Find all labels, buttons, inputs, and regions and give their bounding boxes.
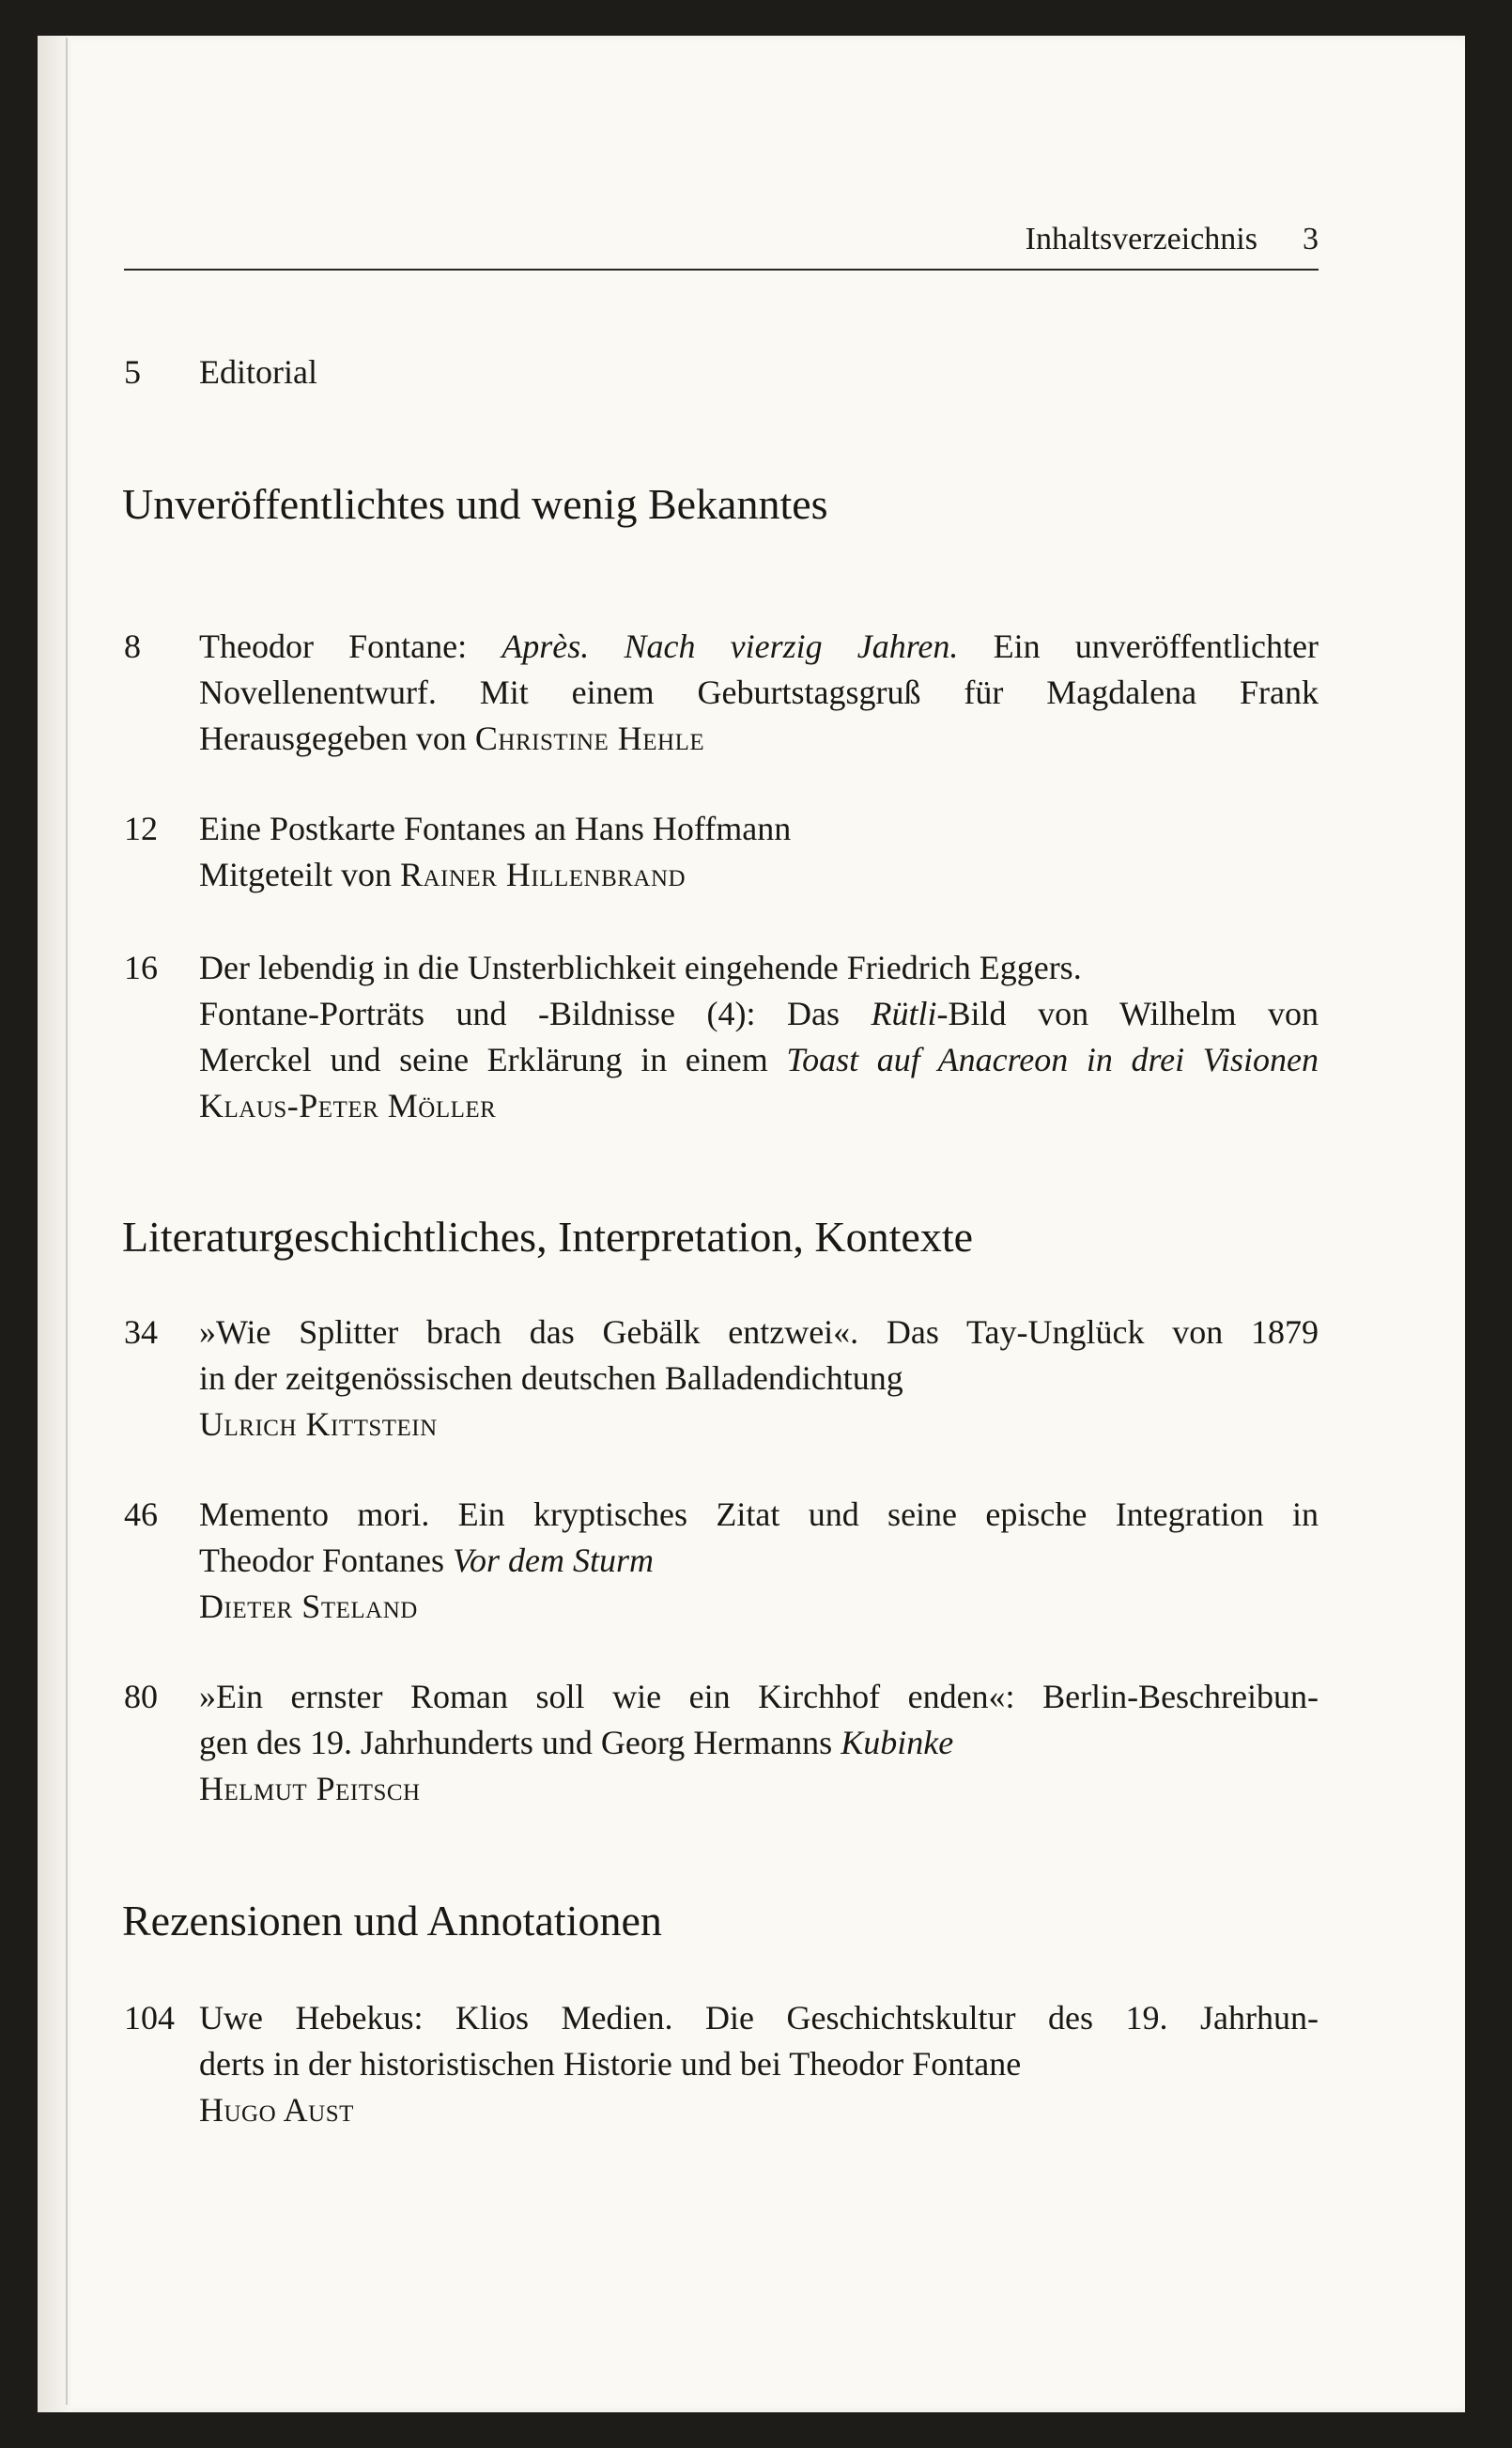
entry-title-line: »Wie Splitter brach das Gebälk entzwei«. Das Tay-Unglück von 1879 <box>199 1313 1319 1351</box>
entry-author: Helmut Peitsch <box>199 1770 421 1807</box>
page-number: 3 <box>1303 222 1319 256</box>
entry-title-line: »Ein ernster Roman soll wie ein Kirchhof enden«: Berlin-Beschreibun- <box>199 1678 1319 1715</box>
entry-text: Ein unveröffentlichter <box>958 627 1319 665</box>
entry-text: -Bild von Wilhelm von <box>936 995 1319 1032</box>
entry-editor-line <box>199 852 1319 898</box>
entry-page-number: 16 <box>124 949 158 986</box>
entry-author: Ulrich Kittstein <box>199 1405 438 1443</box>
entry-author: Klaus-Peter Möller <box>199 1087 497 1124</box>
entry-text: Herausgegeben von <box>199 720 475 757</box>
toc-entry <box>124 806 1319 898</box>
running-head <box>995 222 1319 257</box>
entry-title-line: Memento mori. Ein kryptisches Zitat und seine epische Integration in <box>199 1495 1319 1533</box>
toc-entry <box>124 1995 1319 2133</box>
entry-page-number: 104 <box>124 1999 175 2037</box>
entry-author: Dieter Steland <box>199 1588 418 1625</box>
entry-title: Editorial <box>199 353 317 391</box>
entry-work-title: Vor dem Sturm <box>452 1542 654 1579</box>
entry-page-number: 34 <box>124 1313 158 1351</box>
entry-page-number: 8 <box>124 627 141 665</box>
entry-page-number: 80 <box>124 1678 158 1715</box>
entry-text: Mitgeteilt von <box>199 856 400 893</box>
header-rule <box>124 269 1319 271</box>
entry-page-number: 5 <box>124 353 141 391</box>
entry-title-line: derts in der historistischen Historie und bei Theodor Fontane <box>199 2045 1022 2083</box>
entry-title-line <box>199 624 1319 670</box>
entry-title-line <box>199 1037 1319 1083</box>
entry-text: Theodor Fontane: <box>199 627 502 665</box>
toc-entry-editorial <box>124 349 1319 395</box>
section-heading: Rezensionen und Annotationen <box>122 1897 662 1944</box>
entry-editor-line <box>199 716 1319 762</box>
entry-page-number: 46 <box>124 1495 158 1533</box>
entry-title-line: Uwe Hebekus: Klios Medien. Die Geschichtskultur des 19. Jahrhun- <box>199 1999 1319 2037</box>
toc-entry <box>124 1674 1319 1812</box>
entry-work-title: Kubinke <box>841 1724 954 1761</box>
toc-entry <box>124 624 1319 762</box>
entry-author: Christine Hehle <box>474 720 705 757</box>
section-heading: Unveröffentlichtes und wenig Bekanntes <box>122 480 828 528</box>
toc-entry <box>124 945 1319 1129</box>
entry-title-line: Der lebendig in die Unsterblichkeit eingehende Friedrich Eggers. <box>199 949 1082 986</box>
entry-work-title: Après. Nach vierzig Jahren. <box>501 627 959 665</box>
entry-author: Rainer Hillenbrand <box>399 856 687 893</box>
entry-text: Merckel und seine Erklärung in einem <box>199 1041 787 1078</box>
entry-text: Fontane-Porträts und -Bildnisse (4): Das <box>199 995 872 1032</box>
entry-text: gen des 19. Jahrhunderts und Georg Hermanns <box>199 1724 841 1761</box>
running-head-title: Inhaltsverzeichnis <box>1025 222 1257 256</box>
entry-text: Theodor Fontanes <box>199 1542 453 1579</box>
entry-page-number: 12 <box>124 810 158 847</box>
section-heading: Literaturgeschichtliches, Interpretation, Kontexte <box>122 1213 974 1261</box>
entry-work-title: Rütli <box>871 995 937 1032</box>
entry-title-line: Eine Postkarte Fontanes an Hans Hoffmann <box>199 810 792 847</box>
entry-work-title: Toast auf Anacreon in drei Visionen <box>786 1041 1319 1078</box>
entry-title-line <box>199 1538 1319 1584</box>
toc-entry <box>124 1309 1319 1448</box>
entry-author: Hugo Aust <box>199 2091 354 2129</box>
entry-title-line: Novellenentwurf. Mit einem Geburtstagsgruß für Magdalena Frank <box>199 674 1319 711</box>
entry-title-line <box>199 1720 1319 1766</box>
toc-entry <box>124 1492 1319 1630</box>
entry-title-line: in der zeitgenössischen deutschen Balladendichtung <box>199 1359 903 1397</box>
entry-title-line <box>199 991 1319 1037</box>
